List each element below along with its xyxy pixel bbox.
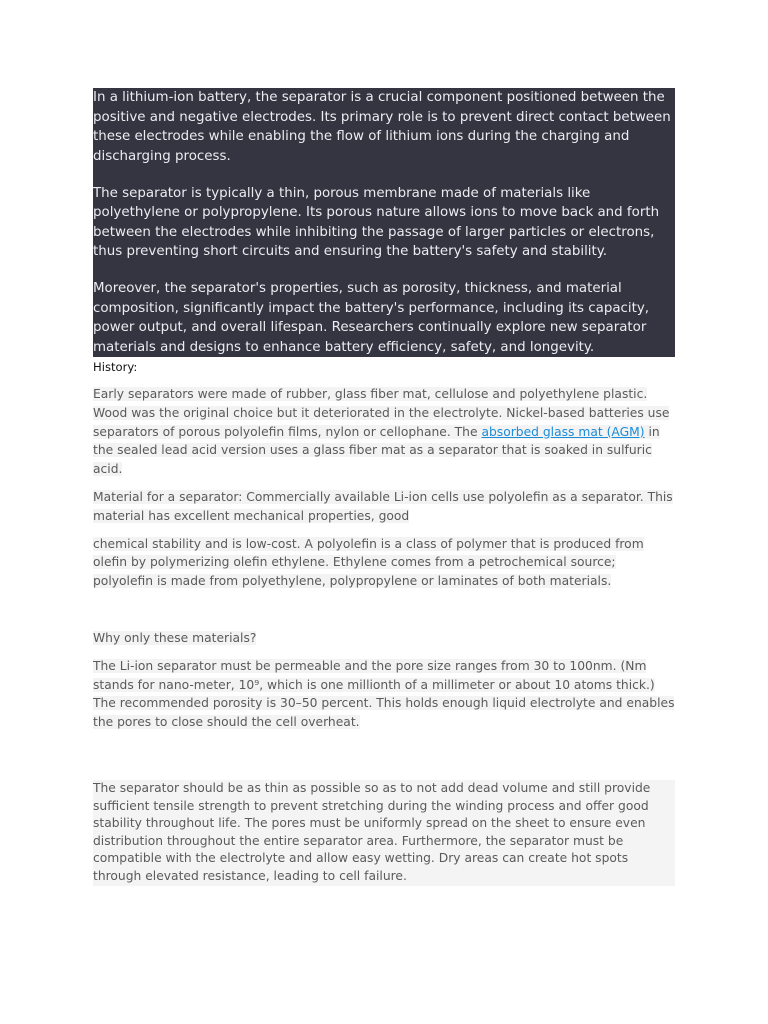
agm-link[interactable]: absorbed glass mat (AGM) bbox=[481, 424, 645, 439]
history-paragraph-2-text: Material for a separator: Commercially available Li-ion cells use polyolefin as a separator. This material has excellent mechanical properties, good bbox=[93, 489, 673, 523]
history-paragraph-3 bbox=[93, 535, 675, 591]
why-question-text: Why only these materials? bbox=[93, 630, 257, 645]
intro-paragraph-2: The separator is typically a thin, porous membrane made of materials like polyethylene or polypropylene. Its porous nature allows ions to move back and forth between the electrodes while inhibiting the passage of larger particles or electrons, thus preventing short circuits and ensuring the battery's safety and stability. bbox=[93, 185, 660, 259]
intro-paragraph-3: Moreover, the separator's properties, such as porosity, thickness, and material composition, significantly impact the battery's performance, including its capacity, power output, and overall lifespan. Researchers continually explore new separator materials and designs to enhance battery efficiency, safety, and longevity. bbox=[93, 281, 650, 355]
why-paragraph bbox=[93, 657, 675, 732]
history-heading: History: bbox=[93, 360, 138, 374]
history-paragraph-2 bbox=[93, 488, 675, 526]
intro-block bbox=[93, 88, 675, 357]
history-paragraph-3-text: chemical stability and is low-cost. A polyolefin is a class of polymer that is produced from olefin by polymerizing olefin ethylene. Ethylene comes from a petrochemical source; polyolefin is made from polyethylene, polypropylene or laminates of both materials. bbox=[93, 536, 644, 589]
history-text-after-link: in the sealed lead acid version uses a glass fiber mat as a separator that is soaked in sulfuric acid. bbox=[93, 424, 660, 477]
why-paragraph-text: The Li-ion separator must be permeable and the pore size ranges from 30 to 100nm. (Nm stands for nano-meter, 10⁹, which is one millionth of a millimeter or about 10 atoms thick.) The recommended porosity is 30–50 percent. This holds enough liquid electrolyte and enables the pores to close should the cell overheat. bbox=[93, 658, 675, 730]
why-question bbox=[93, 629, 675, 648]
history-text-before-link: Early separators were made of rubber, glass fiber mat, cellulose and polyethylene plastic. Wood was the original choice but it deteriorated in the electrolyte. Nickel-based batteries use separators of porous polyolefin films, nylon or cellophane. The bbox=[93, 387, 670, 439]
history-paragraph-1 bbox=[93, 385, 675, 479]
document-page bbox=[93, 88, 675, 886]
requirements-paragraph: The separator should be as thin as possible so as to not add dead volume and still provide sufficient tensile strength to prevent stretching during the winding process and offer good stability throughout life. The pores must be uniformly spread on the sheet to ensure even distribution throughout the entire separator area. Furthermore, the separator must be compatible with the electrolyte and allow easy wetting. Dry areas can create hot spots through elevated resistance, leading to cell failure. bbox=[93, 780, 675, 886]
intro-paragraph-1: In a lithium-ion battery, the separator is a crucial component positioned between the positive and negative electrodes. Its primary role is to prevent direct contact between these electrodes while enabling the flow of lithium ions during the charging and discharging process. bbox=[93, 90, 671, 164]
